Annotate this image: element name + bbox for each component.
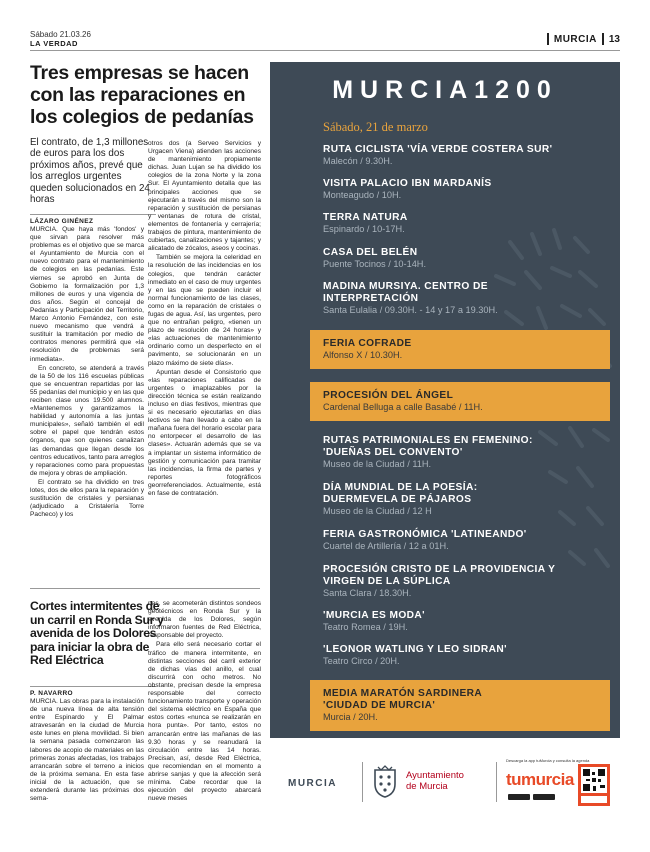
agenda-event	[323, 644, 603, 667]
agenda-event	[323, 212, 603, 235]
coat-of-arms-icon	[372, 764, 398, 798]
event-place-time: Alfonso X / 10.30H.	[323, 350, 403, 360]
event-title: CASA DEL BELÉN	[323, 247, 418, 258]
event-place-time: Espinardo / 10-17H.	[323, 224, 405, 234]
agenda-event	[323, 564, 573, 599]
event-title: FERIA COFRADE	[323, 338, 412, 349]
agenda-event	[323, 482, 553, 517]
google-play-badge-icon	[508, 794, 530, 800]
ayuntamiento-line-2: de Murcia	[406, 781, 448, 792]
agenda-event	[323, 529, 603, 552]
event-title: RUTA CICLISTA 'VÍA VERDE COSTERA SUR'	[323, 144, 553, 155]
middle-rule	[30, 588, 260, 589]
article2-author: P. NAVARRO	[30, 686, 156, 697]
article2-headline: Cortes intermitentes de un carril en Ronda Sur y avenida de los Dolores para iniciar la obra de Red Eléctrica	[30, 599, 164, 668]
page-number: 13	[608, 33, 620, 45]
article1-paragraph: También se mejora la celeridad en la resolución de las incidencias en los colegios, que tendrán carácter inmediato en el caso de muy urgentes y en las que se pueden incluir el normal funcionamiento de las clases, como en la reparación de cristales o fugas de agua. Así, las urgentes, pero que no entrañan peligro, «tienen un plazo de resolución de 24 horas» y «las actuaciones de mantenimiento ordinario como un desperfecto en el pavimento, se solucionarán en un plazo máximo de siete días».	[148, 254, 261, 367]
event-place-time: Malecón / 9.30H.	[323, 156, 393, 166]
article1-paragraph: Apuntan desde el Consistorio que «las reparaciones calificadas de urgentes o imaplazables por la dirección técnica se están realizando incluso en días festivos, mientras que si es necesario ejecutarlas en días lectivos se han llevado a cabo en la mañana fuera del horario escolar para no entorpecer el desarrollo de las clases». Actuarán además que se va a implantar un sistema informático de gestión y comunicación para tramitar las incidencias, la firma de partes y reportes fotográficos georreferenciados. Actualmente, está en fase de contratación.	[148, 368, 261, 498]
app-store-badge-icon	[533, 794, 555, 800]
murcia-1200-logo: MURCIA1200	[332, 76, 558, 104]
event-place-time: Teatro Romea / 19H.	[323, 622, 408, 632]
event-place-time: Monteagudo / 10H.	[323, 190, 402, 200]
ayuntamiento-logo-text	[406, 770, 464, 792]
event-title: PROCESIÓN DEL ÁNGEL	[323, 390, 454, 401]
section-bar	[602, 33, 604, 45]
event-place-time: Santa Clara / 18.30H.	[323, 588, 412, 598]
agenda-advertisement	[270, 62, 620, 820]
event-place-time: Cuartel de Artillería / 12 a 01H.	[323, 541, 449, 551]
event-title: MADINA MURSIYA. CENTRO DE INTERPRETACIÓN	[323, 281, 488, 304]
masthead-right	[542, 32, 620, 46]
section-name: MURCIA	[553, 33, 597, 45]
masthead-left	[30, 30, 210, 48]
agenda-event	[323, 610, 603, 633]
footer-divider	[362, 762, 363, 802]
event-place-time: Cardenal Belluga a calle Basabé / 11H.	[323, 402, 483, 412]
article1-paragraph: otros dos (a Serveo Servicios y Urgacen Viena) atienden las acciones de mantenimiento propiamente dichas. Juan Lujan se ha dividido los colegios de la zona Norte y la zona Sur. El Ayuntamiento detalla que las principales acciones que se ejecutarán a través del mismo son la reparación y sustitución de persianas y ventanas de rotura de cristal, elementos de fontanería y cerrajería; trabajos de pintura, mantenimiento de cubiertas, canalizaciones y tajantes; y alicatado de zócalos, aseos y cocinas.	[148, 140, 261, 253]
murcia-footer-logo: MURCIA	[288, 778, 337, 789]
event-place-time: Santa Eulalia / 09.30H. - 14 y 17 a 19.30H.	[323, 305, 498, 315]
event-place-time: Teatro Circo / 20H.	[323, 656, 400, 666]
agenda-event	[323, 144, 603, 167]
agenda-date: Sábado, 21 de marzo	[323, 120, 428, 134]
article2-column-2	[148, 600, 261, 820]
article2-column-1	[30, 698, 144, 820]
ad-footer	[270, 738, 620, 820]
event-title: MEDIA MARATÓN SARDINERA 'CIUDAD DE MURCIA'	[323, 688, 482, 711]
ayuntamiento-line-1: Ayuntamiento	[406, 770, 464, 781]
event-title: RUTAS PATRIMONIALES EN FEMENINO: 'DUEÑAS DEL CONVENTO'	[323, 435, 533, 458]
event-title: DÍA MUNDIAL DE LA POESÍA: DUERMEVELA DE PÁJAROS	[323, 482, 478, 505]
event-title: PROCESIÓN CRISTO DE LA PROVIDENCIA Y VIRGEN DE LA SÚPLICA	[323, 564, 556, 587]
event-place-time: Puente Tocinos / 10-14H.	[323, 259, 426, 269]
app-store-badges	[508, 794, 555, 800]
agenda-event	[323, 435, 553, 470]
agenda-event	[323, 178, 603, 201]
article1-paragraph: En concreto, se atenderá a través de la 50 de los 116 escuelas públicas que se encuentran repartidas por las 55 pedanías del municipio y en las que reciben clase unos 19.500 alumnos. «Mantenemos y garantizamos la habilidad y autonomía a las juntas municipales», señaló también el edil sobre el papel que tendrán estos órganos, que son quienes canalizan las demandas que llegan desde los centros educativos, tanto para arreglos y reparaciones como para propuestas de mejora y obras de ampliación.	[30, 364, 144, 477]
agenda-event	[323, 281, 553, 316]
agenda-event	[323, 247, 603, 270]
event-title: FERIA GASTRONÓMICA 'LATINEANDO'	[323, 529, 527, 540]
article2-paragraph: nas, se acometerán distintos sondeos geotécnicos en Ronda Sur y la avenida de los Dolores, según informaron fuentes de Red Eléctrica, responsable del proyecto.	[148, 600, 261, 640]
article1-headline: Tres empresas se hacen con las reparaciones en los colegios de pedanías	[30, 62, 254, 128]
article1-column-2	[148, 140, 261, 584]
footer-divider	[496, 762, 497, 802]
tumurcia-app-logo: tumurcia	[506, 770, 574, 789]
article2-paragraph: MURCIA. Las obras para la instalación de una nueva línea de alta tensión entre Espinardo y El Palmar atravesarán en la ciudad de Murcia este lunes en plena movilidad. Si bien la semana pasada comenzaron las labores de acopio de materiales en las primeras zonas afectadas, los trabajos arrancarán sobre el terreno a inicios de la próxima semana. En esta fase inicial de la actuación, que se extenderá durante las próximas dos sema-	[30, 698, 144, 803]
event-title: 'MURCIA ES MODA'	[323, 610, 425, 621]
event-place-time: Murcia / 20H.	[323, 712, 378, 722]
app-promo-text: Descarga la app tuMurcia y consulta la agenda	[506, 758, 590, 763]
article1-subhead: El contrato, de 1,3 millones de euros para los dos próximos años, prevé que los arreglos urgentes queden solucionados en 24 horas	[30, 137, 150, 206]
event-title: TERRA NATURA	[323, 212, 408, 223]
article1-paragraph: MURCIA. Que haya más 'fondos' y que sirvan para resolver más problemas es el objetivo que se marca el Ayuntamiento de Murcia con el nuevo contrato para el mantenimiento de colegios en las pedanías. Este viernes se aprobó en Junta de Gobierno la formalización por 1,3 millones de euros y una vigencia de dos años. Según el concejal de Pedanías y Participación del Territorio, Marco Antonio Fernández, con este nuevo mecanismo que vendrá a sustituir la tramitación por medio de contratos menores permitirá que «la resolución de problemas será inmediata».	[30, 226, 144, 363]
article1-author: LÁZARO GINÉNEZ	[30, 214, 156, 225]
article2-paragraph: Para ello será necesario cortar el tráfico de manera intermitente, en distintas secciones del carril exterior de dichas vías del anillo, el cual discurrirá con ocho metros. No obstante, precisan desde la empresa responsable del correcto funcionamiento transporte y operación del sistema eléctrico en España que estos cortes «nunca se realizarán en hora punta». Por tanto, estos no arrancarán entre las mañanas de las 9.30 horas y se reanudará la circulación entre las 14 horas. Precisan, así, desde Red Eléctrica, que recomiendan en el momento a abrirse sanjas y que la afección será mínima. Cabe recordar que la ejecución del proyecto abarcará nueve meses	[148, 641, 261, 803]
agenda-event-highlighted	[310, 680, 610, 731]
masthead-date: Sábado 21.03.26	[30, 30, 91, 39]
top-rule	[30, 50, 620, 51]
agenda-event-highlighted	[310, 382, 610, 421]
qr-code-icon	[578, 764, 610, 806]
event-place-time: Museo de la Ciudad / 12 H	[323, 506, 432, 516]
masthead-paper: LA VERDAD	[30, 39, 78, 48]
article1-column-1	[30, 226, 144, 584]
event-place-time: Museo de la Ciudad / 11H.	[323, 459, 432, 469]
article1-paragraph: El contrato se ha dividido en tres lotes, dos de ellos para la reparación y sustitución de cristales y persianas (adjudicado a Cristalería Torre Pacheco) y los	[30, 478, 144, 519]
event-title: VISITA PALACIO IBN MARDANÍS	[323, 178, 492, 189]
agenda-event-highlighted	[310, 330, 610, 369]
event-title: 'LEONOR WATLING Y LEO SIDRAN'	[323, 644, 507, 655]
section-bar	[547, 33, 549, 45]
